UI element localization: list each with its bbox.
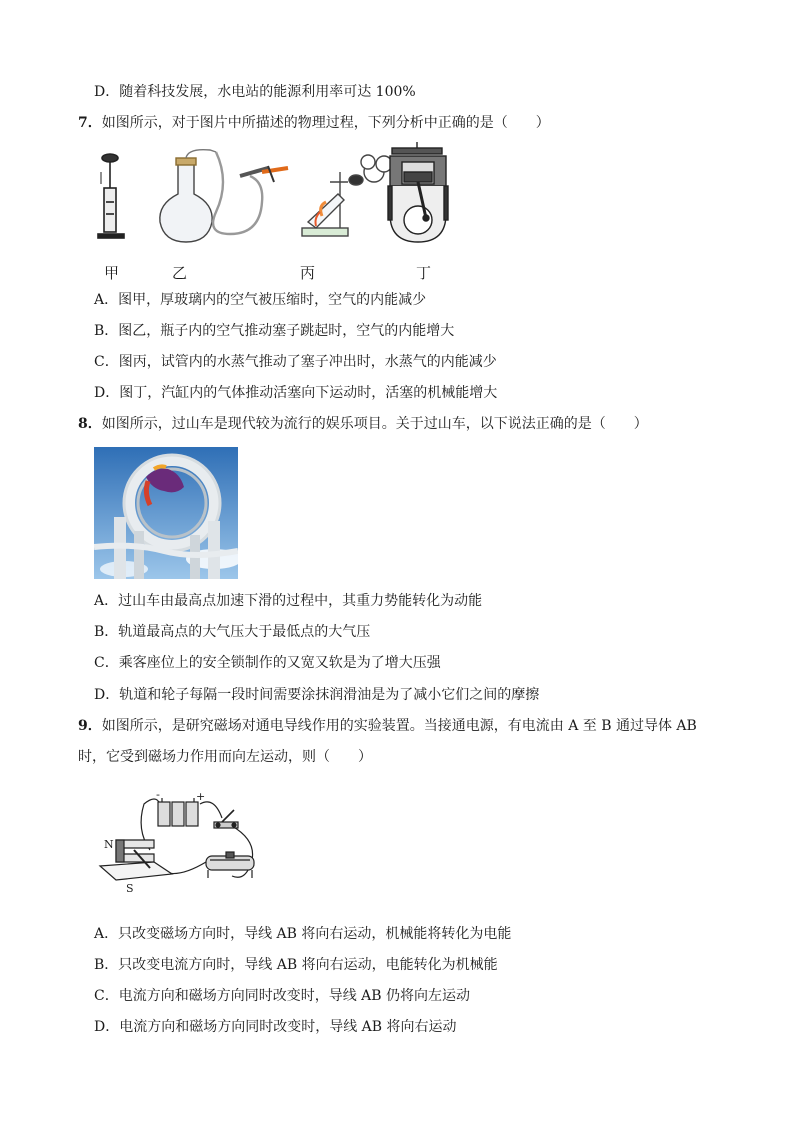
- q9-option-a: A．只改变磁场方向时，导线 AB 将向右运动，机械能将转化为电能: [94, 926, 512, 942]
- roller-coaster-photo: [94, 447, 238, 579]
- q9-option-b: B．只改变电流方向时，导线 AB 将向右运动，电能转化为机械能: [94, 957, 498, 973]
- q8-option-a: A．过山车由最高点加速下滑的过程中，其重力势能转化为动能: [94, 593, 483, 609]
- fig-bing-test-tube: [302, 155, 392, 236]
- battery-plus-label: +: [196, 790, 206, 803]
- q8-option-d: D．轨道和轮子每隔一段时间需要涂抹润滑油是为了减小它们之间的摩擦: [94, 687, 540, 703]
- caption-jia: 甲: [104, 264, 120, 282]
- q9-stem-line2: 时，它受到磁场力作用而向左运动，则（ ）: [78, 749, 372, 765]
- q7-number: 7．: [78, 115, 102, 131]
- fig-yi-flask: [160, 150, 288, 242]
- q7-stem: [78, 114, 550, 132]
- prev-option-d: D．随着科技发展，水电站的能源利用率可达 100%: [94, 84, 416, 100]
- q8-stem: [78, 415, 648, 433]
- magnet-north-label: N: [104, 838, 114, 851]
- fig-jia-syringe: [98, 154, 124, 238]
- q9-stem-text: 如图所示，是研究磁场对通电导线作用的实验装置。当接通电源，有电流由 A 至 B 通过导体 AB: [101, 718, 697, 734]
- q9-option-d: D．电流方向和磁场方向同时改变时，导线 AB 将向右运动: [94, 1019, 457, 1035]
- q7-option-b: B．图乙，瓶子内的空气推动塞子跳起时，空气的内能增大: [94, 323, 455, 339]
- magnet-south-label: S: [126, 882, 134, 894]
- caption-bing: 丙: [300, 264, 316, 282]
- q9-stem-line1: [78, 717, 697, 735]
- q7-figure: [90, 142, 470, 252]
- q9-circuit-figure: [96, 790, 266, 894]
- q7-option-a: A．图甲，厚玻璃内的空气被压缩时，空气的内能减少: [94, 292, 427, 308]
- q7-option-d: D．图丁，汽缸内的气体推动活塞向下运动时，活塞的机械能增大: [94, 385, 498, 401]
- q9-option-c: C．电流方向和磁场方向同时改变时，导线 AB 仍将向左运动: [94, 988, 471, 1004]
- caption-ding: 丁: [416, 264, 432, 282]
- fig-ding-engine: [388, 142, 448, 242]
- q8-stem-text: 如图所示，过山车是现代较为流行的娱乐项目。关于过山车，以下说法正确的是（ ）: [101, 416, 648, 432]
- q8-option-b: B．轨道最高点的大气压大于最低点的大气压: [94, 624, 371, 640]
- q8-number: 8．: [78, 416, 102, 432]
- battery-minus-label: -: [156, 790, 160, 801]
- q7-option-c: C．图丙，试管内的水蒸气推动了塞子冲出时，水蒸气的内能减少: [94, 354, 497, 370]
- q9-number: 9．: [78, 718, 102, 734]
- q7-stem-text: 如图所示，对于图片中所描述的物理过程，下列分析中正确的是（ ）: [101, 115, 550, 131]
- q8-option-c: C．乘客座位上的安全锁制作的又宽又软是为了增大压强: [94, 655, 441, 671]
- caption-yi: 乙: [172, 264, 188, 282]
